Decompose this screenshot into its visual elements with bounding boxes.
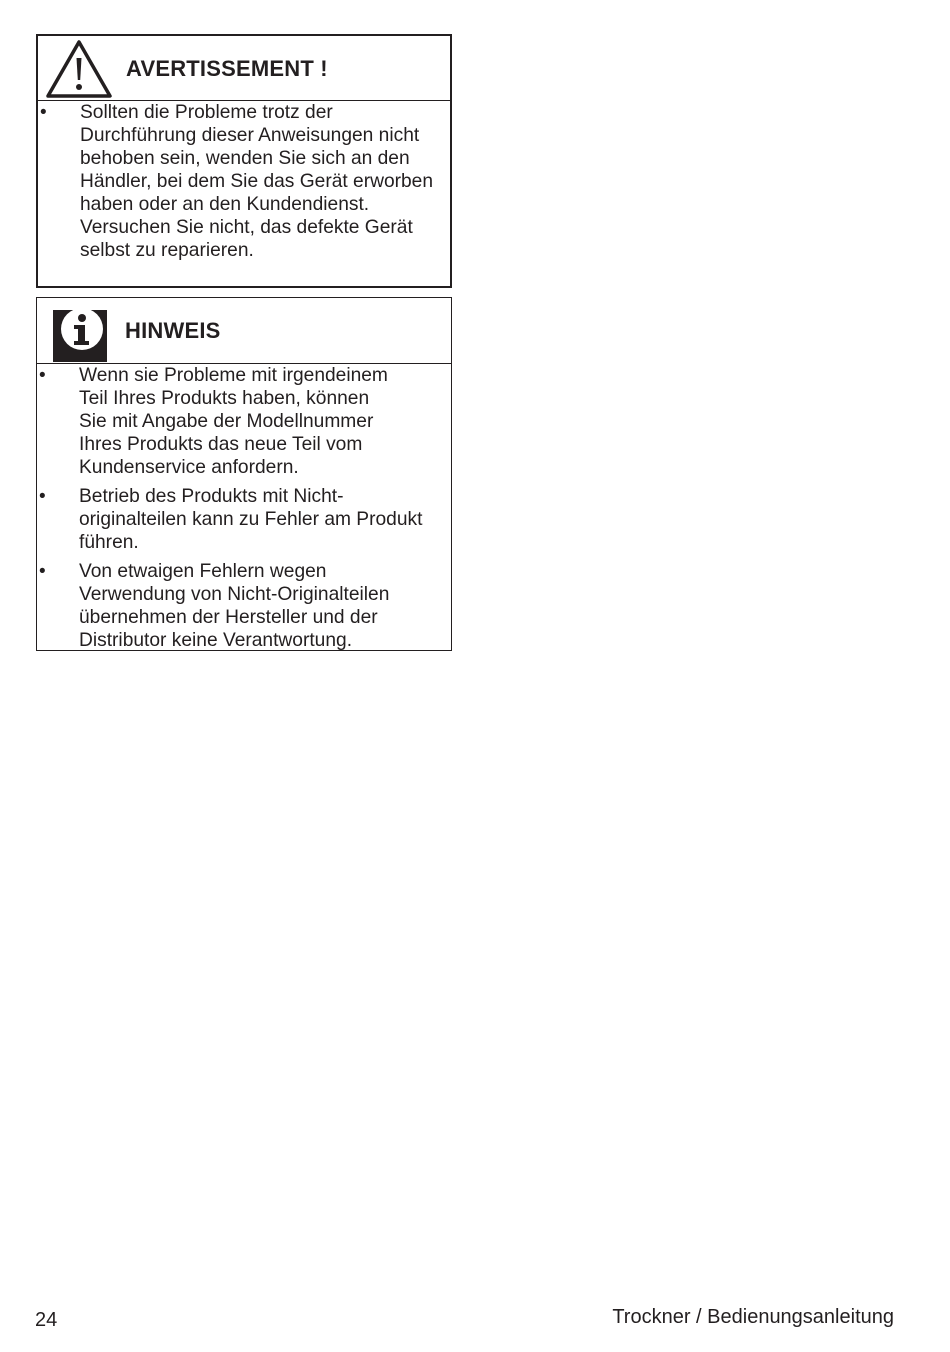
warning-box xyxy=(36,34,452,288)
line: originalteilen kann zu Fehler am Produkt xyxy=(79,509,423,530)
line: Durchführung dieser Anweisungen nicht xyxy=(80,125,420,146)
bullet: • xyxy=(39,561,46,582)
bullet: • xyxy=(40,102,47,123)
line: selbst zu reparieren. xyxy=(80,240,254,261)
line: Händler, bei dem Sie das Gerät erworben xyxy=(80,171,434,192)
line: Versuchen Sie nicht, das defekte Gerät xyxy=(80,217,413,238)
notice-header xyxy=(37,298,451,364)
notice-list xyxy=(37,364,451,652)
warning-header xyxy=(38,36,450,101)
line: Kundenservice anfordern. xyxy=(79,457,299,478)
warning-triangle-icon xyxy=(44,38,114,105)
line: Wenn sie Probleme mit irgendeinem xyxy=(79,365,388,386)
list-item xyxy=(37,560,451,652)
bullet: • xyxy=(39,486,46,507)
line: Distributor keine Verantwortung. xyxy=(79,630,353,651)
notice-box xyxy=(36,297,452,651)
warning-list xyxy=(38,101,450,262)
line: Von etwaigen Fehlern wegen xyxy=(79,561,327,582)
notice-title: HINWEIS xyxy=(125,318,221,343)
line: Teil Ihres Produkts haben, können xyxy=(79,388,370,409)
info-icon xyxy=(43,300,113,367)
line: führen. xyxy=(79,532,139,553)
list-item xyxy=(38,101,450,262)
line: Verwendung von Nicht-Originalteilen xyxy=(79,584,390,605)
line: Ihres Produkts das neue Teil vom xyxy=(79,434,363,455)
line: Sollten die Probleme trotz der xyxy=(80,102,333,123)
warning-title: AVERTISSEMENT ! xyxy=(126,56,328,81)
bullet: • xyxy=(39,365,46,386)
line: haben oder an den Kundendienst. xyxy=(80,194,370,215)
line: behoben sein, wenden Sie sich an den xyxy=(80,148,410,169)
page-number: 24 xyxy=(35,1309,58,1331)
line: übernehmen der Hersteller und der xyxy=(79,607,378,628)
line: Betrieb des Produkts mit Nicht- xyxy=(79,486,344,507)
list-item xyxy=(37,364,451,479)
list-item xyxy=(37,485,451,554)
document-title: Trockner / Bedienungsanleitung xyxy=(612,1306,894,1328)
line: Sie mit Angabe der Modellnummer xyxy=(79,411,374,432)
